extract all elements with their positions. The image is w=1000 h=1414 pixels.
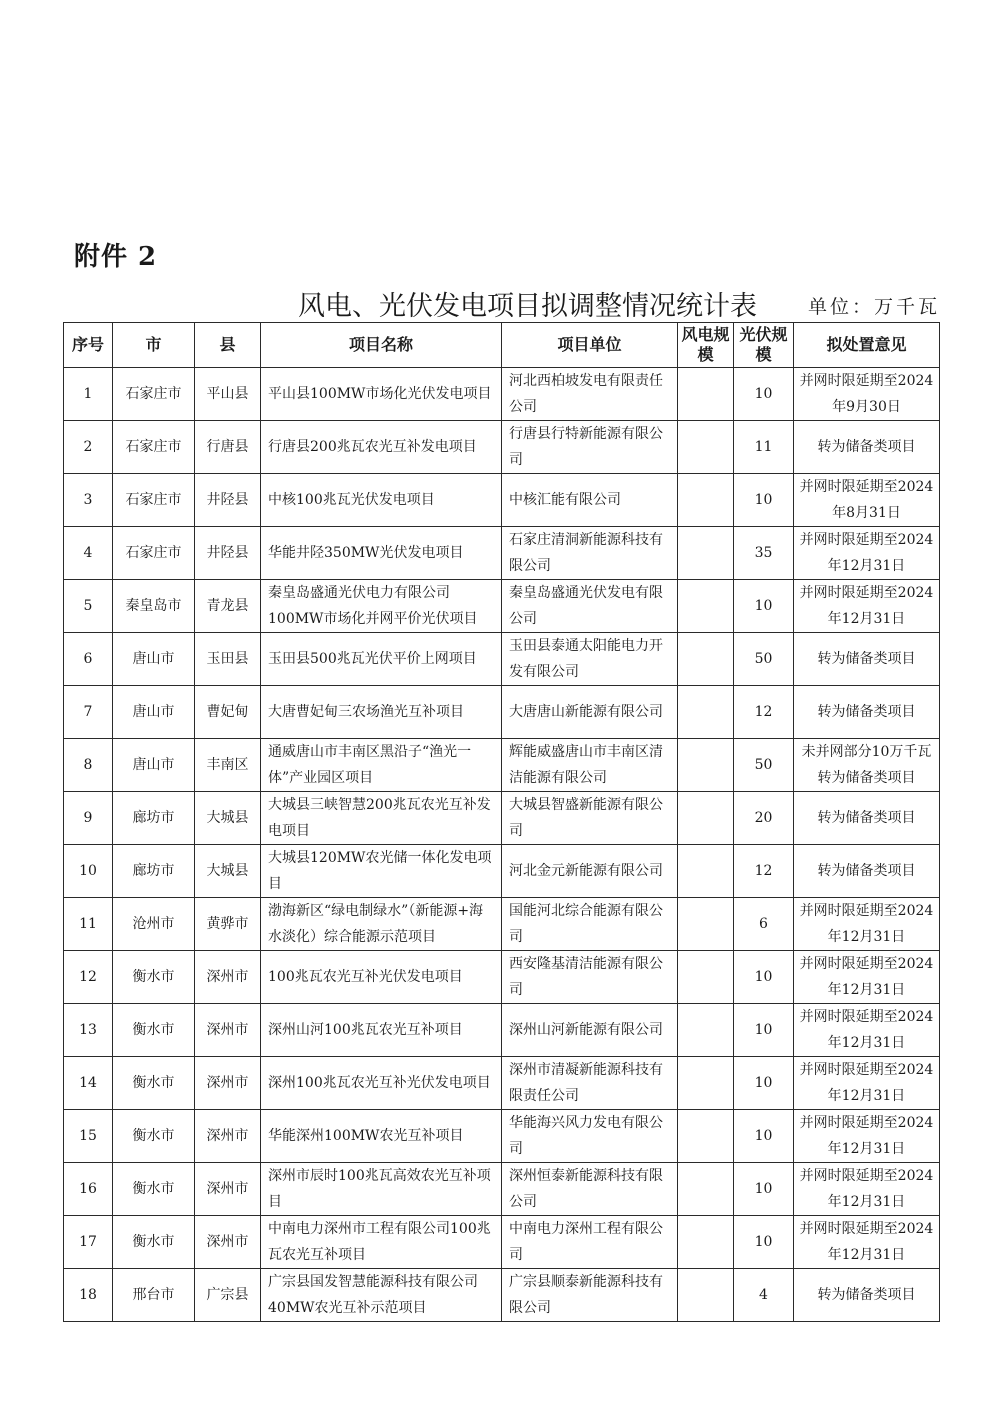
cell-project-name: 广宗县国发智慧能源科技有限公司40MW农光互补示范项目 xyxy=(261,1269,502,1322)
cell-county: 行唐县 xyxy=(195,421,261,474)
cell-city: 衡水市 xyxy=(113,1057,195,1110)
cell-project-name: 深州市辰时100兆瓦高效农光互补项目 xyxy=(261,1163,502,1216)
cell-opinion: 转为储备类项目 xyxy=(794,686,940,739)
cell-wind-scale xyxy=(678,1163,734,1216)
cell-city: 衡水市 xyxy=(113,1004,195,1057)
cell-project-unit: 西安隆基清洁能源有限公司 xyxy=(502,951,678,1004)
cell-wind-scale xyxy=(678,1269,734,1322)
table-row xyxy=(64,633,940,686)
cell-no: 6 xyxy=(64,633,113,686)
cell-city: 唐山市 xyxy=(113,739,195,792)
header-county: 县 xyxy=(195,323,261,368)
table-row xyxy=(64,421,940,474)
cell-pv-scale: 10 xyxy=(734,1110,794,1163)
project-table xyxy=(63,322,940,1322)
cell-wind-scale xyxy=(678,1216,734,1269)
cell-project-unit: 玉田县泰通太阳能电力开发有限公司 xyxy=(502,633,678,686)
cell-project-name: 华能井陉350MW光伏发电项目 xyxy=(261,527,502,580)
cell-wind-scale xyxy=(678,527,734,580)
cell-opinion: 转为储备类项目 xyxy=(794,792,940,845)
cell-pv-scale: 35 xyxy=(734,527,794,580)
cell-pv-scale: 50 xyxy=(734,633,794,686)
cell-county: 曹妃甸 xyxy=(195,686,261,739)
cell-project-name: 中核100兆瓦光伏发电项目 xyxy=(261,474,502,527)
cell-no: 14 xyxy=(64,1057,113,1110)
cell-project-unit: 中南电力深州工程有限公司 xyxy=(502,1216,678,1269)
cell-city: 廊坊市 xyxy=(113,845,195,898)
cell-county: 深州市 xyxy=(195,1110,261,1163)
cell-project-unit: 中核汇能有限公司 xyxy=(502,474,678,527)
cell-opinion: 并网时限延期至2024年12月31日 xyxy=(794,1004,940,1057)
cell-county: 玉田县 xyxy=(195,633,261,686)
cell-opinion: 并网时限延期至2024年12月31日 xyxy=(794,1216,940,1269)
cell-no: 4 xyxy=(64,527,113,580)
cell-opinion: 未并网部分10万千瓦转为储备类项目 xyxy=(794,739,940,792)
cell-no: 10 xyxy=(64,845,113,898)
cell-city: 廊坊市 xyxy=(113,792,195,845)
header-city: 市 xyxy=(113,323,195,368)
cell-opinion: 并网时限延期至2024年9月30日 xyxy=(794,368,940,421)
cell-wind-scale xyxy=(678,580,734,633)
table-row xyxy=(64,527,940,580)
cell-wind-scale xyxy=(678,845,734,898)
cell-no: 9 xyxy=(64,792,113,845)
cell-pv-scale: 12 xyxy=(734,686,794,739)
cell-no: 1 xyxy=(64,368,113,421)
cell-opinion: 并网时限延期至2024年12月31日 xyxy=(794,1110,940,1163)
table-row xyxy=(64,580,940,633)
cell-no: 2 xyxy=(64,421,113,474)
table-row xyxy=(64,686,940,739)
cell-county: 广宗县 xyxy=(195,1269,261,1322)
cell-wind-scale xyxy=(678,898,734,951)
cell-project-name: 大城县120MW农光储一体化发电项目 xyxy=(261,845,502,898)
cell-city: 衡水市 xyxy=(113,1163,195,1216)
cell-project-name: 100兆瓦农光互补光伏发电项目 xyxy=(261,951,502,1004)
cell-city: 唐山市 xyxy=(113,686,195,739)
cell-pv-scale: 10 xyxy=(734,474,794,527)
cell-opinion: 并网时限延期至2024年12月31日 xyxy=(794,1163,940,1216)
cell-pv-scale: 10 xyxy=(734,1216,794,1269)
cell-project-name: 玉田县500兆瓦光伏平价上网项目 xyxy=(261,633,502,686)
cell-wind-scale xyxy=(678,368,734,421)
cell-no: 15 xyxy=(64,1110,113,1163)
cell-county: 深州市 xyxy=(195,1163,261,1216)
table-row xyxy=(64,898,940,951)
cell-opinion: 转为储备类项目 xyxy=(794,633,940,686)
table-row xyxy=(64,368,940,421)
cell-county: 青龙县 xyxy=(195,580,261,633)
attachment-label: 附件 2 xyxy=(74,242,158,272)
table-row xyxy=(64,1004,940,1057)
cell-pv-scale: 11 xyxy=(734,421,794,474)
cell-project-unit: 石家庄清洞新能源科技有限公司 xyxy=(502,527,678,580)
cell-project-name: 深州山河100兆瓦农光互补项目 xyxy=(261,1004,502,1057)
cell-opinion: 并网时限延期至2024年12月31日 xyxy=(794,951,940,1004)
cell-city: 秦皇岛市 xyxy=(113,580,195,633)
cell-pv-scale: 10 xyxy=(734,951,794,1004)
cell-county: 大城县 xyxy=(195,845,261,898)
cell-city: 石家庄市 xyxy=(113,527,195,580)
cell-opinion: 并网时限延期至2024年12月31日 xyxy=(794,580,940,633)
cell-opinion: 并网时限延期至2024年12月31日 xyxy=(794,1057,940,1110)
table-row xyxy=(64,792,940,845)
header-project-unit: 项目单位 xyxy=(502,323,678,368)
cell-project-unit: 国能河北综合能源有限公司 xyxy=(502,898,678,951)
cell-pv-scale: 10 xyxy=(734,368,794,421)
table-row xyxy=(64,1216,940,1269)
header-no: 序号 xyxy=(64,323,113,368)
cell-pv-scale: 10 xyxy=(734,1004,794,1057)
cell-wind-scale xyxy=(678,474,734,527)
cell-no: 18 xyxy=(64,1269,113,1322)
cell-pv-scale: 4 xyxy=(734,1269,794,1322)
cell-county: 平山县 xyxy=(195,368,261,421)
cell-project-unit: 秦皇岛盛通光伏发电有限公司 xyxy=(502,580,678,633)
cell-wind-scale xyxy=(678,1057,734,1110)
cell-wind-scale xyxy=(678,951,734,1004)
cell-project-name: 行唐县200兆瓦农光互补发电项目 xyxy=(261,421,502,474)
header-opinion: 拟处置意见 xyxy=(794,323,940,368)
cell-project-unit: 辉能威盛唐山市丰南区清洁能源有限公司 xyxy=(502,739,678,792)
table-row xyxy=(64,1269,940,1322)
cell-project-unit: 河北西柏坡发电有限责任公司 xyxy=(502,368,678,421)
cell-wind-scale xyxy=(678,792,734,845)
cell-county: 井陉县 xyxy=(195,474,261,527)
cell-city: 衡水市 xyxy=(113,1216,195,1269)
cell-project-name: 大唐曹妃甸三农场渔光互补项目 xyxy=(261,686,502,739)
cell-project-name: 通威唐山市丰南区黑沿子“渔光一体”产业园区项目 xyxy=(261,739,502,792)
table-row xyxy=(64,845,940,898)
cell-wind-scale xyxy=(678,686,734,739)
cell-city: 石家庄市 xyxy=(113,474,195,527)
header-pv-scale: 光伏规模 xyxy=(734,323,794,368)
cell-no: 3 xyxy=(64,474,113,527)
cell-project-unit: 广宗县顺泰新能源科技有限公司 xyxy=(502,1269,678,1322)
cell-city: 沧州市 xyxy=(113,898,195,951)
cell-opinion: 并网时限延期至2024年12月31日 xyxy=(794,527,940,580)
cell-wind-scale xyxy=(678,1004,734,1057)
cell-pv-scale: 12 xyxy=(734,845,794,898)
cell-project-unit: 深州市清凝新能源科技有限责任公司 xyxy=(502,1057,678,1110)
cell-project-unit: 行唐县行特新能源有限公司 xyxy=(502,421,678,474)
cell-county: 丰南区 xyxy=(195,739,261,792)
cell-opinion: 并网时限延期至2024年8月31日 xyxy=(794,474,940,527)
cell-wind-scale xyxy=(678,739,734,792)
cell-no: 16 xyxy=(64,1163,113,1216)
cell-city: 衡水市 xyxy=(113,1110,195,1163)
cell-city: 石家庄市 xyxy=(113,421,195,474)
cell-opinion: 转为储备类项目 xyxy=(794,845,940,898)
cell-project-name: 大城县三峡智慧200兆瓦农光互补发电项目 xyxy=(261,792,502,845)
cell-project-name: 平山县100MW市场化光伏发电项目 xyxy=(261,368,502,421)
cell-project-unit: 河北金元新能源有限公司 xyxy=(502,845,678,898)
header-project-name: 项目名称 xyxy=(261,323,502,368)
cell-no: 5 xyxy=(64,580,113,633)
table-row xyxy=(64,1057,940,1110)
table-row xyxy=(64,1163,940,1216)
page-title: 风电、光伏发电项目拟调整情况统计表 xyxy=(298,291,757,322)
cell-no: 17 xyxy=(64,1216,113,1269)
cell-county: 深州市 xyxy=(195,1057,261,1110)
cell-project-name: 深州100兆瓦农光互补光伏发电项目 xyxy=(261,1057,502,1110)
table-row xyxy=(64,1110,940,1163)
cell-project-unit: 华能海兴风力发电有限公司 xyxy=(502,1110,678,1163)
cell-project-name: 渤海新区“绿电制绿水”（新能源+海水淡化）综合能源示范项目 xyxy=(261,898,502,951)
cell-pv-scale: 10 xyxy=(734,580,794,633)
cell-no: 13 xyxy=(64,1004,113,1057)
cell-city: 石家庄市 xyxy=(113,368,195,421)
cell-project-name: 秦皇岛盛通光伏电力有限公司100MW市场化并网平价光伏项目 xyxy=(261,580,502,633)
table-row xyxy=(64,739,940,792)
cell-pv-scale: 20 xyxy=(734,792,794,845)
cell-no: 8 xyxy=(64,739,113,792)
cell-pv-scale: 10 xyxy=(734,1057,794,1110)
cell-no: 11 xyxy=(64,898,113,951)
cell-pv-scale: 6 xyxy=(734,898,794,951)
table-row xyxy=(64,474,940,527)
cell-city: 唐山市 xyxy=(113,633,195,686)
cell-no: 7 xyxy=(64,686,113,739)
cell-opinion: 转为储备类项目 xyxy=(794,421,940,474)
cell-wind-scale xyxy=(678,421,734,474)
table-row xyxy=(64,951,940,1004)
cell-wind-scale xyxy=(678,1110,734,1163)
cell-county: 黄骅市 xyxy=(195,898,261,951)
header-wind-scale: 风电规模 xyxy=(678,323,734,368)
cell-project-unit: 大唐唐山新能源有限公司 xyxy=(502,686,678,739)
table-header-row xyxy=(64,323,940,368)
cell-project-name: 中南电力深州市工程有限公司100兆瓦农光互补项目 xyxy=(261,1216,502,1269)
cell-county: 大城县 xyxy=(195,792,261,845)
cell-county: 深州市 xyxy=(195,1216,261,1269)
cell-pv-scale: 10 xyxy=(734,1163,794,1216)
cell-opinion: 并网时限延期至2024年12月31日 xyxy=(794,898,940,951)
cell-county: 井陉县 xyxy=(195,527,261,580)
cell-project-unit: 深州恒泰新能源科技有限公司 xyxy=(502,1163,678,1216)
unit-label: 单位：万千瓦 xyxy=(808,296,941,318)
cell-city: 邢台市 xyxy=(113,1269,195,1322)
cell-project-unit: 深州山河新能源有限公司 xyxy=(502,1004,678,1057)
cell-city: 衡水市 xyxy=(113,951,195,1004)
cell-no: 12 xyxy=(64,951,113,1004)
cell-project-name: 华能深州100MW农光互补项目 xyxy=(261,1110,502,1163)
cell-county: 深州市 xyxy=(195,1004,261,1057)
cell-wind-scale xyxy=(678,633,734,686)
cell-opinion: 转为储备类项目 xyxy=(794,1269,940,1322)
cell-county: 深州市 xyxy=(195,951,261,1004)
cell-project-unit: 大城县智盛新能源有限公司 xyxy=(502,792,678,845)
cell-pv-scale: 50 xyxy=(734,739,794,792)
